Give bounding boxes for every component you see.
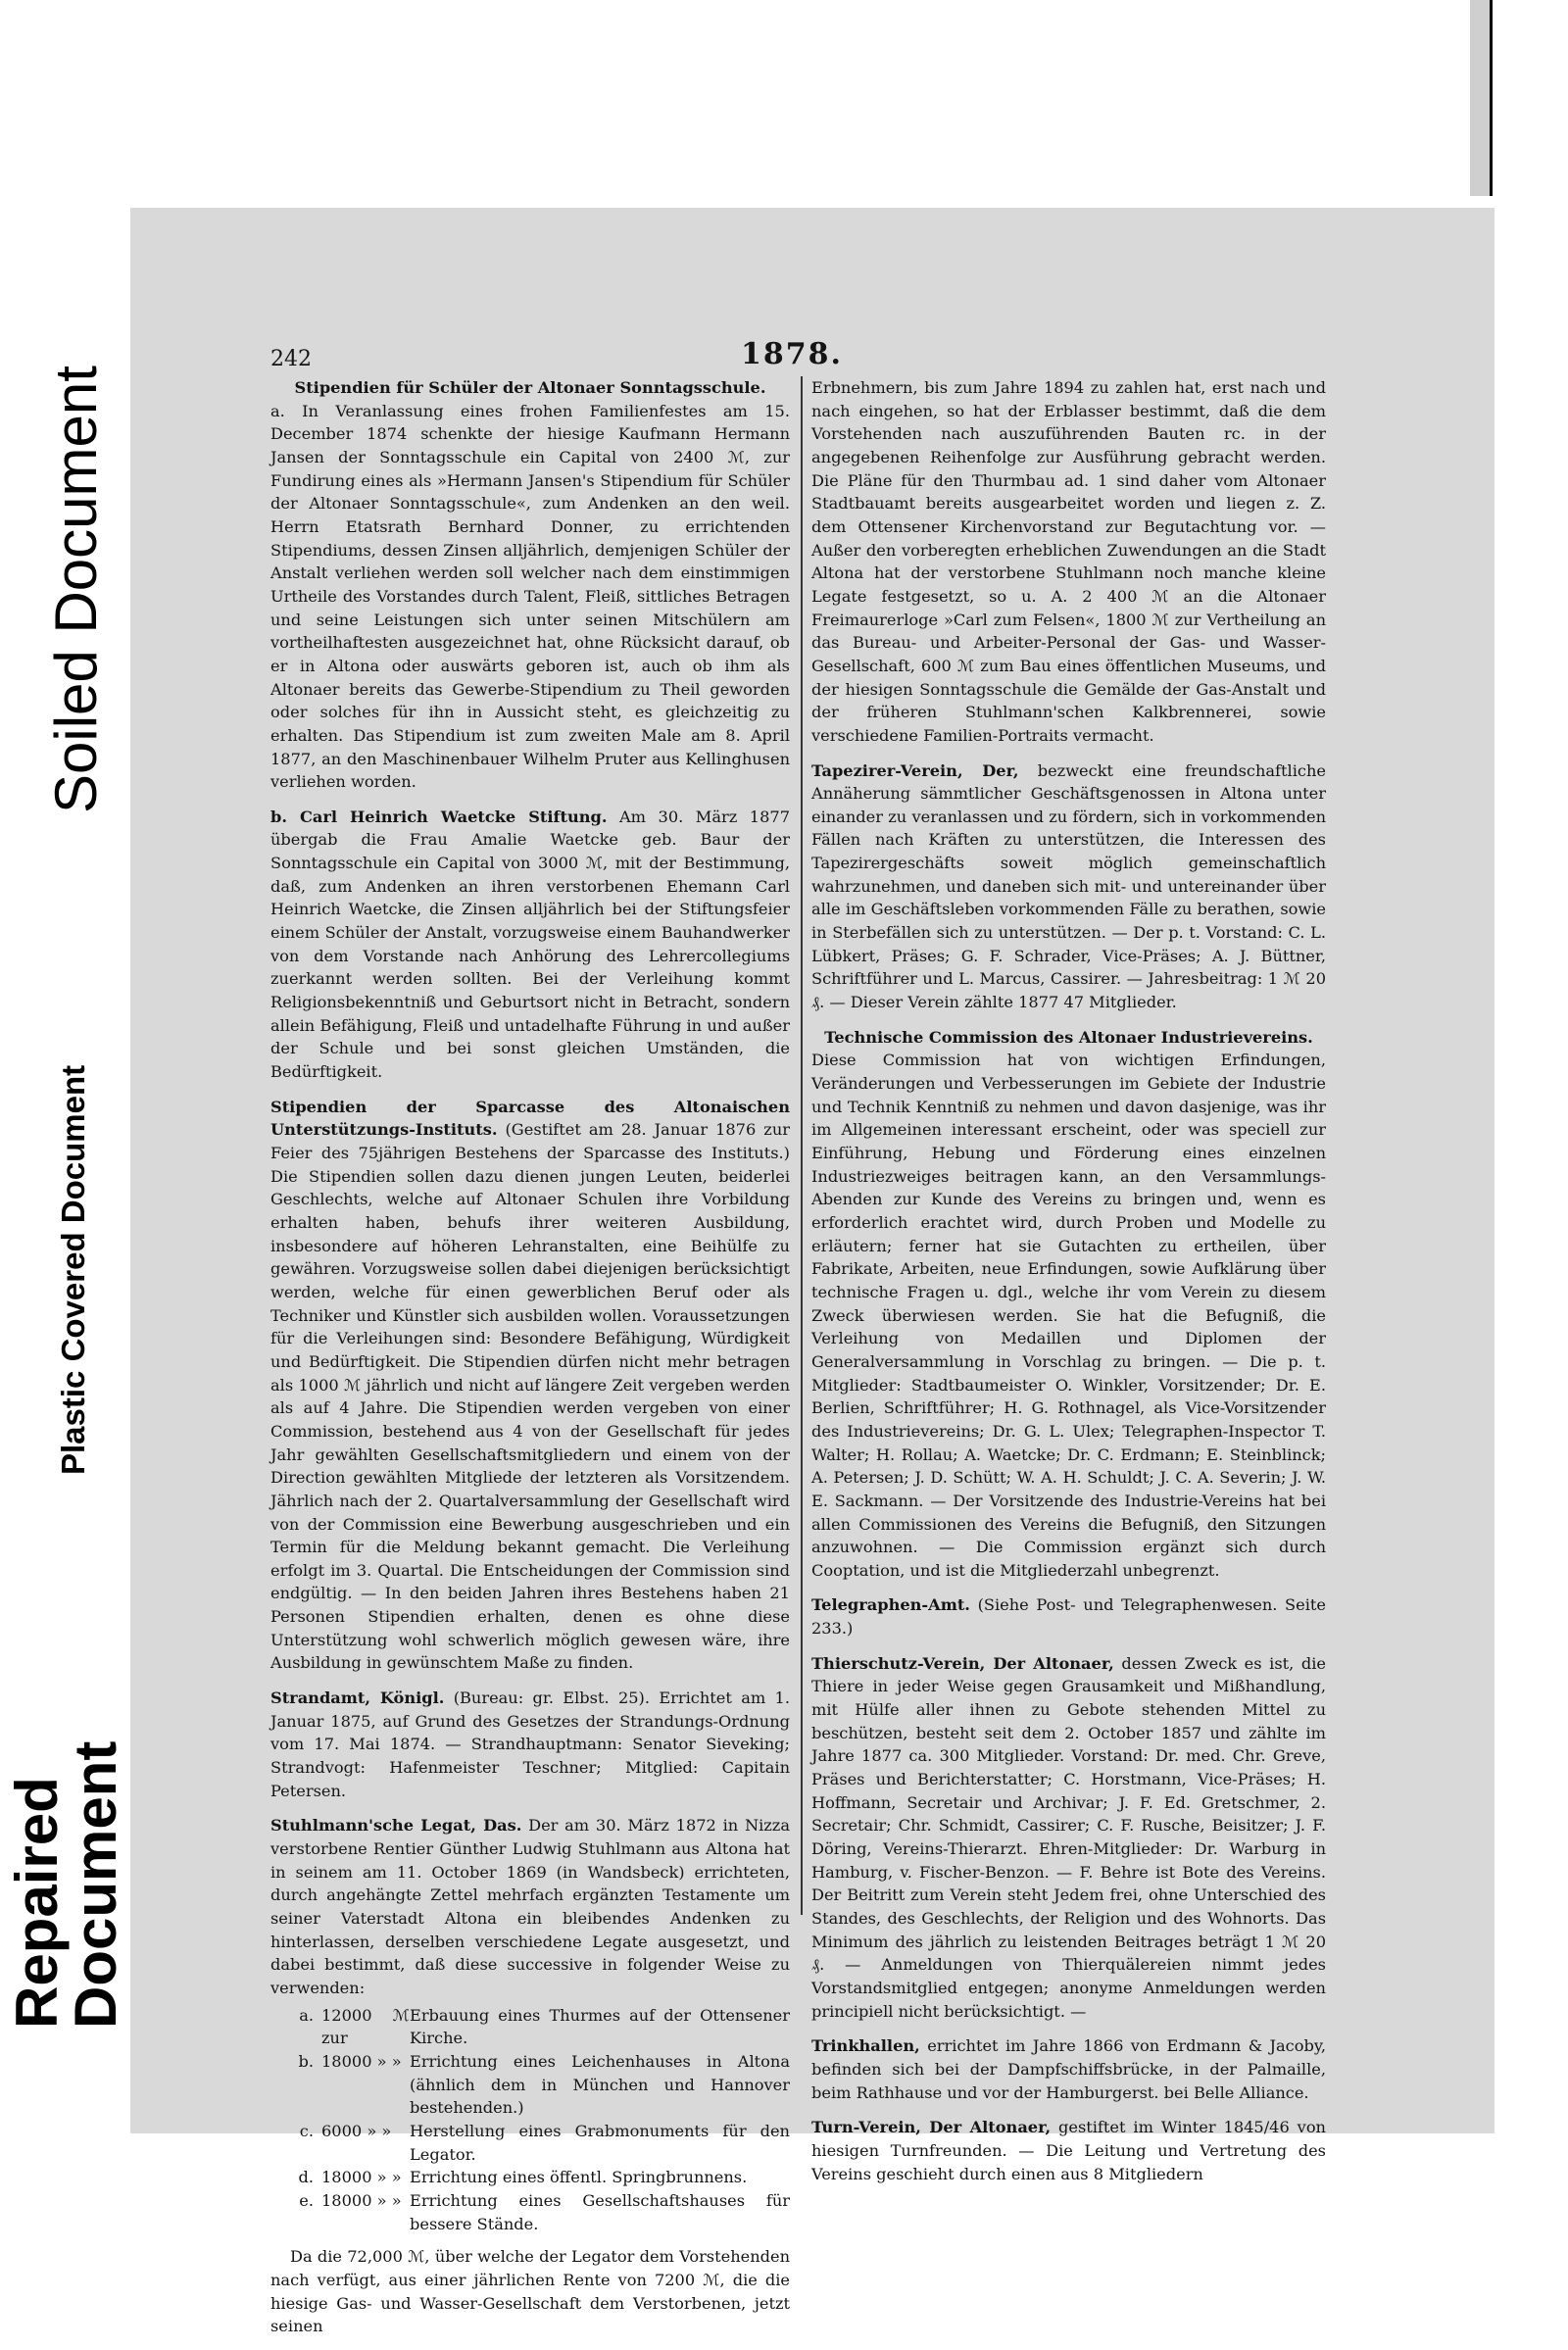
legacy-row bbox=[270, 2004, 790, 2050]
entry bbox=[811, 1593, 1326, 1640]
stamp-line: Repaired bbox=[4, 1777, 70, 2029]
page-content bbox=[270, 337, 1461, 2336]
stamp-line: Document bbox=[63, 1740, 128, 2029]
page-number: 242 bbox=[270, 347, 312, 371]
legacy-desc: Errichtung eines Gesellschaftshauses für bessere Stände. bbox=[410, 2190, 790, 2233]
legacy-row bbox=[270, 2120, 790, 2166]
entry-text: (Siehe Post- und Telegraphenwesen. Seite 233.) bbox=[811, 1595, 1326, 1639]
legacy-letter: b. bbox=[298, 2051, 314, 2071]
legacy-letter: c. bbox=[299, 2121, 314, 2140]
entry-text: bezweckt eine freundschaftliche Annäherung sämmtlicher Geschäftsgenossen in Altona unter einander zu veranlassen und zu fördern, sich in vorkommenden Fällen nach Kräften zu unterstützen, die Interessen des Tapezirergeschäfts soweit möglich gemeinschaftlich wahrzunehmen, und daneben sich mit- und untereinander über alle im Geschäftsleben vorkommenden Fälle zu berathen, sowie in Sterbefällen sich zu unterstützen. — Der p. t. Vorstand: C. L. Lübkert, Präses; G. F. Schrader, Vice-Präses; A. J. Büttner, Schriftführer und L. Marcus, Cassirer. — Jahresbeitrag: 1 ℳ 20 ₰. — Dieser Verein zählte 1877 47 Mitglieder. bbox=[811, 760, 1326, 1012]
entry-text: Am 30. März 1877 übergab die Frau Amalie Waetcke geb. Baur der Sonntagsschule ein Capital von 3000 ℳ, mit der Bestimmung, daß, zum Andenken an ihren verstorbenen Ehemann Carl Heinrich Waetcke, die Zinsen alljährlich bei der Stiftungsfeier einem Schüler der Anstalt, vorzugsweise einem Bauhandwerker von dem Vorstande nach Anhörung des Lehrercollegiums zuerkannt werden sollten. Bei der Verleihung kommt Religionsbekenntniß und Geburtsort nicht in Betracht, sondern allein Befähigung, Fleiß und untadelhafte Führung in und außer der Schule und bei sonst gleichen Umständen, die Bedürftigkeit. bbox=[270, 807, 790, 1082]
entry-head: b. Carl Heinrich Waetcke Stiftung. bbox=[270, 807, 608, 826]
entry-text: dessen Zweck es ist, die Thiere in jeder Weise gegen Grausamkeit und Mißhandlung, mit Hülfe aller ihnen zu Gebote stehenden Mittel zu beschützen, besteht seit dem 2. October 1857 und zählte im Jahre 1877 ca. 300 Mitglieder. Vorstand: Dr. med. Chr. Greve, Präses und Berichterstatter; C. Horstmann, Vice-Präses; H. Hoffmann, Secretair und Archivar; J. F. Ed. Gretschmer, 2. Secretair; Chr. Schmidt, Cassirer; C. F. Rusche, Beisitzer; J. F. Döring, Vereins-Thierarzt. Ehren-Mitglieder: Dr. Warburg in Hamburg, v. Fischer-Benzon. — F. Behre ist Bote des Vereins. Der Beitritt zum Verein steht Jedem frei, ohne Unterschied des Standes, des Geschlechts, der Religion und des Wohnorts. Das Minimum des jährlich zu leistenden Beitrages beträgt 1 ℳ 20 ₰. — Anmeldungen von Thierquälereien nimmt jedes Vorstandsmitglied entgegen; anonyme Anmeldungen werden principiell nicht berücksichtigt. — bbox=[811, 1653, 1326, 2021]
entry bbox=[270, 1687, 790, 1802]
entry bbox=[811, 2034, 1326, 2104]
legacy-amount: 12000 ℳ zur bbox=[321, 2005, 410, 2048]
entry-head: Trinkhallen, bbox=[811, 2036, 920, 2056]
entry-text: Erbnehmern, bis zum Jahre 1894 zu zahlen hat, erst nach und nach eingehen, so hat der Erblasser bestimmt, daß die dem Vorstehenden nach auszuführenden Bauten rc. in der angegebenen Reihenfolge zur Ausführung gebracht werden. Die Pläne für den Thurmbau ad. 1 sind daher vom Altonaer Stadtbauamt bereits ausgearbeitet worden und liegen z. Z. dem Ottensener Kirchenvorstand zur Begutachtung vor. — Außer den vorberegten erheblichen Zuwendungen an die Stadt Altona hat der verstorbene Stuhlmann noch manche kleine Legate festgesetzt, so u. A. 2 400 ℳ an die Altonaer Freimaurerloge »Carl zum Felsen«, 1800 ℳ zur Vertheilung an das Bureau- und Arbeiter-Personal der Gas- und Wasser-Gesellschaft, 600 ℳ zum Bau eines öffentlichen Museums, und der hiesigen Sonntagsschule die Gemälde der Gas-Anstalt und der früheren Stuhlmann'schen Kalkbrennerei, sowie verschiedene Familien-Portraits vermacht. bbox=[811, 378, 1326, 745]
legacy-amount: 18000 » » bbox=[321, 2051, 402, 2071]
column-divider bbox=[801, 376, 803, 1915]
legacy-row bbox=[270, 2189, 790, 2235]
entry-text: Da die 72,000 ℳ, über welche der Legator dem Vorstehenden nach verfügt, aus einer jährlichen Rente von 7200 ℳ, die die hiesige Gas- und Wasser-Gesellschaft dem Verstorbenen, jetzt seinen bbox=[270, 2247, 790, 2336]
legacy-list bbox=[270, 2004, 790, 2236]
stamp-text: Soiled Document bbox=[43, 366, 109, 813]
left-column bbox=[270, 376, 790, 2350]
legacy-row bbox=[270, 2166, 790, 2189]
legacy-desc: Erbauung eines Thurmes auf der Ottensener Kirche. bbox=[410, 2005, 790, 2048]
entry-head: Tapezirer-Verein, Der, bbox=[811, 760, 1019, 780]
plastic-covered-stamp bbox=[57, 1065, 89, 1475]
entry-heading: Technische Commission des Altonaer Industrievereins. bbox=[824, 1027, 1313, 1047]
legacy-amount: 6000 » » bbox=[321, 2121, 392, 2140]
entry-head: Stipendien der Sparcasse des Altonaischen Unterstützungs-Instituts. bbox=[270, 1097, 790, 1140]
stamp-text: Plastic Covered Document bbox=[55, 1064, 91, 1475]
legacy-amount: 18000 » » bbox=[321, 2168, 402, 2187]
page-edge bbox=[1490, 0, 1493, 196]
entry-text: gestiftet im Winter 1845/46 von hiesigen Turnfreunden. — Die Leitung und Vertretung des Vereins geschieht durch einen aus 8 Mitgliedern bbox=[811, 2118, 1326, 2183]
legacy-row bbox=[270, 2050, 790, 2120]
entry bbox=[270, 806, 790, 1084]
right-column bbox=[811, 376, 1326, 2197]
entry bbox=[811, 1652, 1326, 2024]
page-corner-shadow bbox=[1470, 0, 1490, 196]
soiled-document-stamp bbox=[43, 366, 109, 813]
entry-text: a. In Veranlassung eines frohen Familienfestes am 15. December 1874 schenkte der hiesige Kaufmann Hermann Jansen der Sonntagsschule ein Capital von 2400 ℳ, zur Fundirung eines als »Hermann Jansen's Stipendium für Schüler der Altonaer Sonntagsschule«, zum Andenken an den weil. Herrn Etatsrath Bernhard Donner, zu errichtenden Stipendiums, dessen Zinsen alljährlich, demjenigen Schüler der Anstalt verliehen werden soll welcher nach dem einstimmigen Urtheile des Vorstandes durch Talent, Fleiß, sittliches Betragen und seine Leistungen sich unter seinen Mitschülern am vortheilhaftesten ausgezeichnet hat, ohne Rücksicht darauf, ob er in Altona oder auswärts geboren ist, auch ob ihm als Altonaer bereits das Gewerbe-Stipendium zu Theil geworden oder solches für ihn in Aussicht steht, es gleichzeitig zu erhalten. Das Stipendium ist zum zweiten Male am 8. April 1877, an den Maschinenbauer Wilhelm Pruter aus Kellinghusen verliehen worden. bbox=[270, 401, 790, 792]
legacy-letter: e. bbox=[299, 2190, 314, 2210]
entry bbox=[811, 759, 1326, 1014]
entry-head: Turn-Verein, Der Altonaer, bbox=[811, 2118, 1052, 2137]
entry-text: Diese Commission hat von wichtigen Erfindungen, Veränderungen und Verbesserungen im Gebiete der Industrie und Technik Kenntniß zu nehmen und davon dasjenige, was ihr im Allgemeinen interessant erscheint, oder was speciell zur Einführung, Hebung und Förderung eines einzelnen Industriezweiges beitragen kann, an den Versammlungs-Abenden zur Kunde des Vereins zu bringen und, wenn es erforderlich erachtet wird, durch Proben und Modelle zu erläutern; ferner hat sie Gutachten zu ertheilen, über Fabrikate, Arbeiten, neue Erfindungen, sowie Aufklärung über technische Fragen u. dgl., welche ihr vom Verein zu diesem Zweck überwiesen werden. Sie hat die Befugniß, die Verleihung von Medaillen und Diplomen der Generalversammlung in Vorschlag zu bringen. — Die p. t. Mitglieder: Stadtbaumeister O. Winkler, Vorsitzender; Dr. E. Berlien, Schriftführer; H. G. Rothnagel, als Vice-Vorsitzender des Industrievereins; Dr. G. L. Ulex; Telegraphen-Inspector T. Walter; H. Rollau; A. Waetcke; Dr. C. Erdmann; E. Steinblinck; A. Petersen; J. D. Schütt; W. A. H. Schuldt; J. C. A. Severin; J. W. E. Sackmann. — Der Vorsitzende des Industrie-Vereins hat bei allen Commissionen des Vereins die Befugniß, den Sitzungen anzuwohnen. — Die Commission ergänzt sich durch Cooptation, und ist die Mitgliederzahl unbegrenzt. bbox=[811, 1051, 1326, 1580]
entry-head: Telegraphen-Amt. bbox=[811, 1595, 970, 1615]
entry bbox=[811, 2116, 1326, 2185]
entry bbox=[270, 1096, 790, 1675]
legacy-amount: 18000 » » bbox=[321, 2190, 402, 2210]
repaired-document-stamp bbox=[4, 1740, 128, 2029]
entry-heading: Stipendien für Schüler der Altonaer Sonntagsschule. bbox=[294, 378, 766, 397]
legacy-letter: d. bbox=[298, 2168, 314, 2187]
entry-text: (Gestiftet am 28. Januar 1876 zur Feier des 75jährigen Bestehens der Sparcasse des Instituts.) Die Stipendien sollen dazu dienen jungen Leuten, beiderlei Geschlechts, welche auf Altonaer Schulen ihre Vorbildung erhalten haben, behufs ihrer weiteren Ausbildung, insbesondere auf höheren Lehranstalten, eine Beihülfe zu gewähren. Vorzugsweise sollen dabei diejenigen berücksichtigt werden, welche für einen gewerblichen Beruf oder als Techniker und Künstler sich ausbilden wollen. Voraussetzungen für die Verleihungen sind: Besondere Befähigung, Würdigkeit und Bedürftigkeit. Die Stipendien dürfen nicht mehr betragen als 1000 ℳ jährlich und nicht auf längere Zeit vergeben werden als auf 4 Jahre. Die Stipendien werden vergeben von einer Commission, bestehend aus 4 von der Gesellschaft für jedes Jahr gewählten Gesellschaftsmitgliedern und einem von der Direction gewählten Mitgliede der letzteren als Vorsitzendem. Jährlich nach der 2. Quartalversammlung der Gesellschaft wird von der Commission eine Bewerbung ausgeschrieben und ein Termin für die Meldung bekannt gemacht. Die Verleihung erfolgt im 3. Quartal. Die Entscheidungen der Commission sind endgültig. — In den beiden Jahren ihres Bestehens haben 21 Personen Stipendien erhalten, denen es ohne diese Unterstützung wohl schwerlich möglich gewesen wäre, ihre Ausbildung in gewünschtem Maße zu finden. bbox=[270, 1120, 790, 1673]
entry-head: Stuhlmann'sche Legat, Das. bbox=[270, 1816, 522, 1836]
entry-text: (Bureau: gr. Elbst. 25). Errichtet am 1. Januar 1875, auf Grund des Gesetzes der Strandungs-Ordnung vom 17. Mai 1874. — Strandhauptmann: Senator Sieveking; Strandvogt: Hafenmeister Teschner; Mitglied: Capitain Petersen. bbox=[270, 1689, 790, 1800]
entry-head: Strandamt, Königl. bbox=[270, 1689, 445, 1708]
legacy-desc: Herstellung eines Grabmonuments für den Legator. bbox=[410, 2121, 790, 2164]
entry bbox=[270, 1814, 790, 1999]
legacy-desc: Errichtung eines Leichenhauses in Altona (ähnlich dem in München und Hannover bestehenden.) bbox=[410, 2051, 790, 2118]
page-year-header: 1878. bbox=[741, 337, 843, 371]
entry-text: Der am 30. März 1872 in Nizza verstorbene Rentier Günther Ludwig Stuhlmann aus Altona hat in seinem am 11. October 1869 (in Wandsbeck) errichteten, durch angehängte Zettel mehrfach ergänzten Testamente um seiner Vaterstadt Altona ein bleibendes Andenken zu hinterlassen, derselben verschiedene Legate ausgesetzt, und dabei bestimmt, daß diese successive in folgender Weise zu verwenden: bbox=[270, 1816, 790, 1997]
entry-head: Thierschutz-Verein, Der Altonaer, bbox=[811, 1653, 1114, 1673]
right-margin bbox=[1499, 0, 1568, 2133]
legacy-letter: a. bbox=[299, 2005, 314, 2025]
legacy-desc: Errichtung eines öffentl. Springbrunnens. bbox=[410, 2168, 748, 2187]
entry-text: errichtet im Jahre 1866 von Erdmann & Jacoby, befinden sich bei der Dampfschiffsbrücke, in der Palmaille, beim Rathhause und vor der Hamburgerst. bei Belle Alliance. bbox=[811, 2036, 1326, 2102]
book-page bbox=[130, 208, 1494, 2336]
